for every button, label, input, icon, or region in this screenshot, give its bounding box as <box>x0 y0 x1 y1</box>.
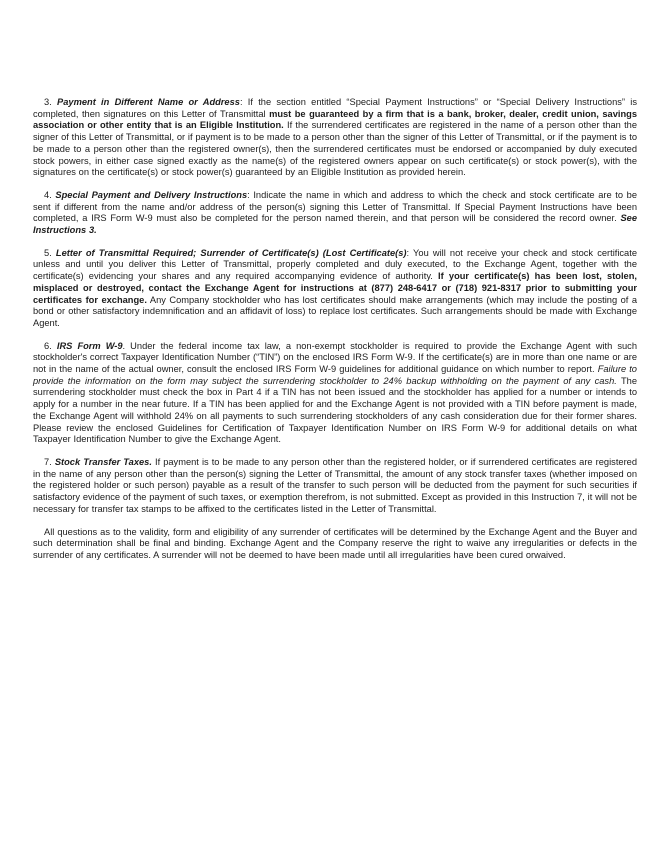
text-run: All questions as to the validity, form and eligibility of any surrender of certificates will be determined by the Exchange Agent and the Buyer and such determination shall be final and binding. Exchange Agent and the Company reserve the right to waive any irregularities or defects in the surrender of any certificates. A surrender will not be deemed to have been made until all irregularities have been cured orwaived. <box>33 526 637 560</box>
text-run: 7. <box>44 456 55 467</box>
text-run: If your certificate(s) has been lost, stolen, misplaced or destroyed, contact the Exchange Agent for instructions at (877) 248-6417 or (718) 921-8317 prior to submitting your certificates for exchange. <box>33 271 637 305</box>
text-run: If the surrendered certificates are registered in the name of a person other than the signer of this Letter of Transmittal, or if payment is to be made to a person other than the signer of this Letter of Transmittal, or if the payment is to be made to a person other than the registered owner(s), then the surrendered certificates must be endorsed or accompanied by duly executed stock powers, in either case signed exactly as the name(s) of the registered owners appear on such certificate(s) or stock power(s), with the signatures on the certificate(s) or stock power(s) guaranteed by an Eligible Institution as provided herein. <box>33 120 637 178</box>
text-run: See Instructions 3. <box>33 213 637 236</box>
text-run: Stock Transfer Taxes. <box>54 456 152 467</box>
text-run: IRS Form W-9 <box>56 340 123 351</box>
text-run: Failure to provide the information on the form may subject the surrendering stockholder to 24% backup withholding on the payment of any cash. <box>33 364 637 386</box>
text-run: Letter of Transmittal Required; Surrender of Certificate(s) (Lost Certificate(s) <box>55 247 407 258</box>
document-body <box>33 97 637 562</box>
text-run: must be guaranteed by a firm that is a bank, broker, dealer, credit union, savings association or other entity that is an Eligible Institution. <box>33 108 637 131</box>
text-run: 6. <box>44 340 57 351</box>
text-run: : You will not receive your check and stock certificate unless and until you deliver this Letter of Transmittal, properly completed and duly executed, to the Exchange Agent, together with the certificate(s) evidencing your shares and any required accompanying evidence of authority. <box>33 247 637 282</box>
text-run: : If the section entitled “Special Payment Instructions” or “Special Delivery Instructions” is completed, then signatures on this Letter of Transmittal <box>33 97 637 119</box>
paragraph <box>33 190 637 237</box>
text-run: If payment is to be made to any person other than the registered holder, or if surrendered certificates are registered in the name of any person other than the person(s) signing the Letter of Transmittal, the amount of any stock transfer taxes (whether imposed on the registered holder or such person) payable as a result of the transfer to such person will be deducted from the payment for such securities if satisfactory evidence of the payment of such taxes, or exemption therefrom, is not submitted. Except as provided in this Instruction 7, it will not be necessary for transfer tax stamps to be affixed to the certificates listed in the Letter of Transmittal. <box>33 456 638 514</box>
text-run: Any Company stockholder who has lost certificates should make arrangements (which may include the posting of a bond or other satisfactory indemnification and an affidavit of loss) to replace lost certificates. Such arrangements should be made with Exchange Agent. <box>33 294 637 328</box>
text-run: Special Payment and Delivery Instructions <box>55 189 248 200</box>
text-run: : Indicate the name in which and address to which the check and stock certificate are to be sent if different from the name and/or address of the person(s) signing this Letter of Transmittal. If Special Payment Instructions have been completed, a IRS Form W-9 must also be completed for the person named therein, and that person will be considered the record owner. <box>33 189 638 224</box>
paragraph <box>33 97 637 179</box>
text-run: 5. <box>44 247 56 258</box>
paragraph <box>33 527 637 562</box>
text-run: Payment in Different Name or Address <box>57 97 240 107</box>
paragraph <box>33 248 637 330</box>
paragraph <box>33 457 637 516</box>
text-run: The surrendering stockholder must check the box in Part 4 if a TIN has not been issued and the stockholder has applied for a number or intends to apply for a number in the near future. If a TIN has been applied for and the Exchange Agent is not provided with a TIN before payment is made, the Exchange Agent will withhold 24% on all payments to such surrendering stockholders of any cash consideration due for their former shares. Please review the enclosed Guidelines for Certification of Taxpayer Identification Number on IRS Form W-9 for additional details on what Taxpayer Identification Number to give the Exchange Agent. <box>33 375 637 445</box>
text-run: 4. <box>44 189 56 200</box>
text-run: 3. <box>44 97 58 107</box>
text-run: . Under the federal income tax law, a non-exempt stockholder is required to provide the Exchange Agent with such stockholder's correct Taxpayer Identification Number (“TIN”) on the enclosed IRS Form W-9. If the certificate(s) are in more than one name or are not in the name of the actual owner, consult the enclosed IRS Form W-9 guidelines for additional guidance on which number to report. <box>33 340 637 375</box>
paragraph <box>33 341 637 446</box>
